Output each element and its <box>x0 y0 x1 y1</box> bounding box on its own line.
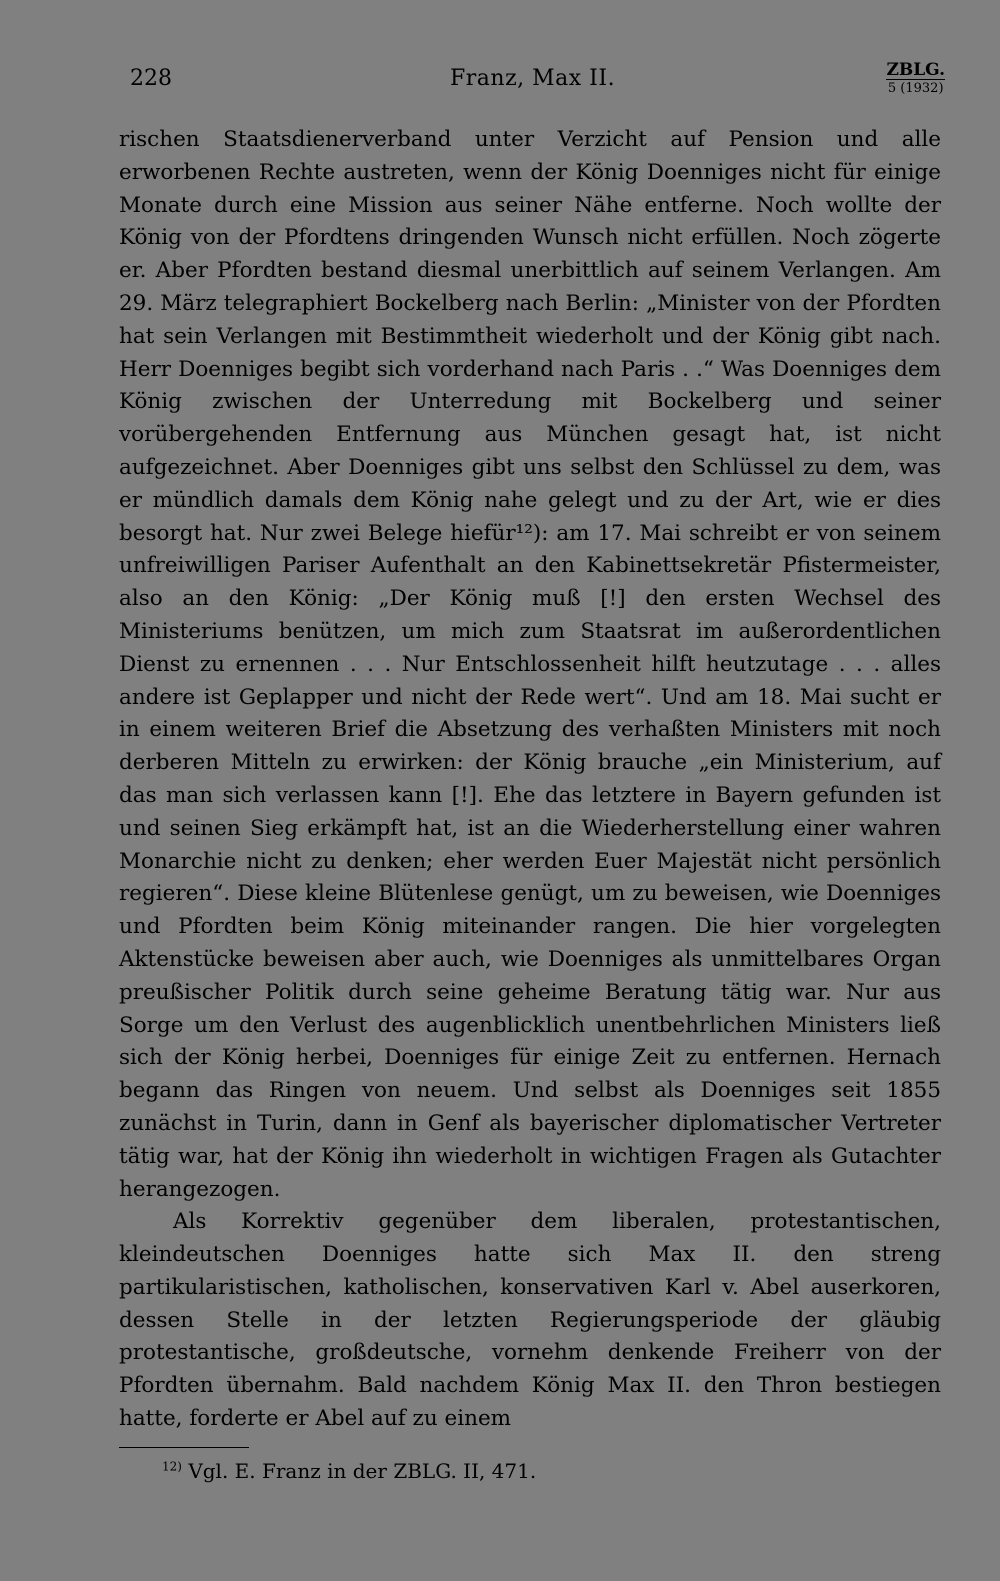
page-header <box>130 62 945 112</box>
journal-volume: 5 (1932) <box>887 81 944 96</box>
paragraph-1: rischen Staatsdienerverband unter Verzicht auf Pension und alle erworbenen Rechte austreten, wenn der König Doenniges nicht für einige Monate durch eine Mission aus seiner Nähe entferne. Noch wollte der König von der Pfordtens dringenden Wunsch nicht erfüllen. Noch zögerte er. Aber Pfordten bestand diesmal unerbittlich auf seinem Verlangen. Am 29. März telegraphiert Bockelberg nach Berlin: „Minister von der Pfordten hat sein Verlangen mit Bestimmtheit wiederholt und der König gibt nach. Herr Doenniges begibt sich vorderhand nach Paris . .“ Was Doenniges dem König zwischen der Unterredung mit Bockelberg und seiner vorübergehenden Entfernung aus München gesagt hat, ist nicht aufgezeichnet. Aber Doenniges gibt uns selbst den Schlüssel zu dem, was er mündlich damals dem König nahe gelegt und zu der Art, wie er dies besorgt hat. Nur zwei Belege hiefür¹²): am 17. Mai schreibt er von seinem unfreiwilligen Pariser Aufenthalt an den Kabinettsekretär Pfistermeister, also an den König: „Der König muß [!] den ersten Wechsel des Ministeriums benützen, um mich zum Staatsrat im außerordentlichen Dienst zu ernennen . . . Nur Entschlossenheit hilft heutzutage . . . alles andere ist Geplapper und nicht der Rede wert“. Und am 18. Mai sucht er in einem weiteren Brief die Absetzung des verhaßten Ministers mit noch derberen Mitteln zu erwirken: der König brauche „ein Ministerium, auf das man sich verlassen kann [!]. Ehe das letztere in Bayern gefunden ist und seinen Sieg erkämpft hat, ist an die Wiederherstellung einer wahren Monarchie nicht zu denken; eher werden Euer Majestät nicht persönlich regieren“. Diese kleine Blütenlese genügt, um zu beweisen, wie Doenniges und Pfordten beim König miteinander rangen. Die hier vorgelegten Aktenstücke beweisen aber auch, wie Doenniges als unmittelbares Organ preußischer Politik durch seine geheime Beratung tätig war. Nur aus Sorge um den Verlust des augenblicklich unentbehrlichen Ministers ließ sich der König herbei, Doenniges für einige Zeit zu entfernen. Hernach begann das Ringen von neuem. Und selbst als Doenniges seit 1855 zunächst in Turin, dann in Genf als bayerischer diplomatischer Vertreter tätig war, hat der König ihn wiederholt in wichtigen Fragen als Gutachter herangezogen. <box>119 127 941 1202</box>
journal-abbreviation: ZBLG. <box>886 60 945 80</box>
footnote-marker: 12) <box>162 1459 182 1474</box>
running-title: Franz, Max II. <box>450 66 616 91</box>
journal-reference <box>886 62 945 97</box>
footnote-divider <box>119 1447 249 1448</box>
footnote-text: Vgl. E. Franz in der ZBLG. II, 471. <box>188 1459 537 1483</box>
body-text <box>119 124 941 1436</box>
page-number: 228 <box>130 66 172 91</box>
footnote <box>162 1458 536 1484</box>
paragraph-2: Als Korrektiv gegenüber dem liberalen, protestantischen, kleindeutschen Doenniges hatte sich Max II. den streng partikularistischen, katholischen, konservativen Karl v. Abel auserkoren, dessen Stelle in der letzten Regierungsperiode der gläubig protestantische, großdeutsche, vornehm denkende Freiherr von der Pfordten übernahm. Bald nachdem König Max II. den Thron bestiegen hatte, forderte er Abel auf zu einem <box>119 1209 941 1432</box>
